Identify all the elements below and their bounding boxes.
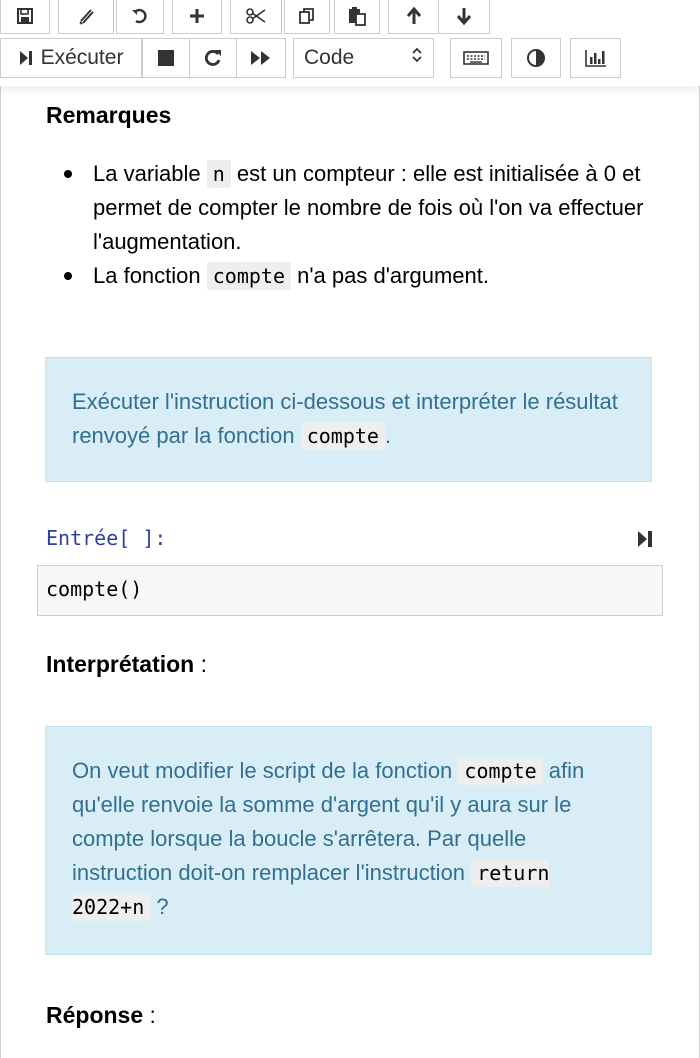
chart-icon [584,48,608,68]
keyboard-shortcuts-button[interactable] [450,38,502,78]
contrast-button[interactable] [511,38,561,78]
instruction-alert: Exécuter l'instruction ci-dessous et interpréter le résultat renvoyé par la fonction compte . [45,357,652,482]
inline-code: compte [207,262,291,290]
keyboard-icon [463,51,489,65]
arrow-down-icon [455,6,473,26]
run-icon [636,536,654,553]
move-down-button[interactable] [438,0,490,34]
list-item: La variable n est un compteur : elle est initialisée à 0 et permet de compter le nombre de fois où l'on va effectuer l'augmentation. [46,157,656,259]
question-alert: On veut modifier le script de la fonction compte afin qu'elle renvoie la somme d'argent qu'il y aura sur le compte lorsque la boucle s'arrêtera. Par quelle instruction doit-on remplacer l'instruction return 2022+n ? [45,726,652,955]
select-chevrons-icon [411,46,423,70]
code-input[interactable]: compte() [37,565,663,616]
undo-button[interactable] [116,0,164,34]
interpretation-heading: Interprétation : [46,651,208,677]
restart-icon [203,48,223,68]
contrast-icon [526,48,546,68]
notes-list [46,157,656,293]
input-prompt: Entrée[ ]: [46,526,167,550]
inline-code: compte [458,757,542,785]
arrow-up-icon [405,6,423,26]
run-label: Exécuter [40,46,124,69]
run-cell-button[interactable] [636,529,654,554]
save-button[interactable] [0,0,50,34]
inline-code: compte [301,422,385,450]
inline-code: return 2022+n [72,861,550,919]
notes-heading: Remarques [46,102,172,128]
paste-button[interactable] [334,0,380,34]
restart-button[interactable] [189,38,237,78]
copy-button[interactable] [284,0,330,34]
stop-icon [157,49,175,67]
list-item: La fonction compte n'a pas d'argument. [46,259,656,293]
chart-button[interactable] [570,38,621,78]
cell-type-value: Code [304,46,355,69]
move-up-button[interactable] [388,0,440,34]
add-cell-button[interactable] [172,0,222,34]
cut-button[interactable] [230,0,282,34]
cut-icon [245,7,267,25]
fast-forward-icon [250,49,272,67]
edit-icon [76,6,96,26]
save-icon [16,7,34,25]
run-icon [19,49,33,67]
toolbar [0,0,700,86]
run-all-button[interactable] [236,38,286,78]
inline-code: n [207,160,231,188]
plus-icon [188,7,206,25]
stop-button[interactable] [142,38,190,78]
edit-button[interactable] [58,0,114,34]
paste-icon [347,6,367,26]
run-button[interactable] [0,38,142,78]
copy-icon [297,6,317,26]
answer-heading: Réponse : [46,1002,156,1028]
cell-type-select[interactable] [293,38,434,78]
undo-icon [130,6,150,26]
